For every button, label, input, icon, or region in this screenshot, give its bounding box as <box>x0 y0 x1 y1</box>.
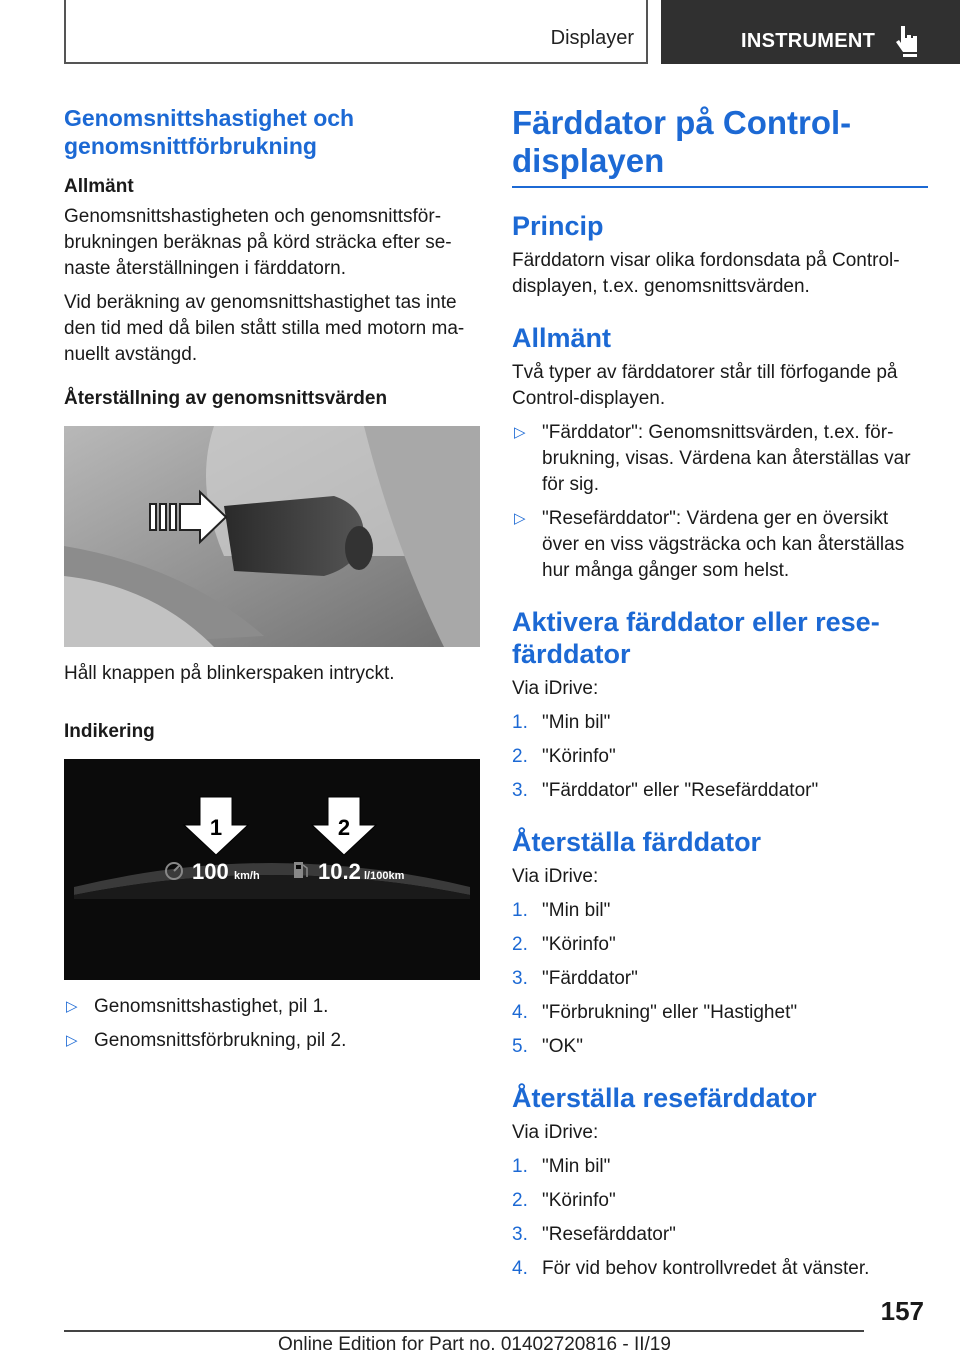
reset-subheading: Återställning av genomsnittsvärden <box>64 388 388 409</box>
activate-heading: Aktivera färddator eller resefärddator <box>512 607 880 669</box>
list-item: 3. "Färddator" eller "Resefärddator" <box>512 780 819 801</box>
right-title: Färddator på Control-displayen <box>512 104 928 188</box>
turn-signal-lever-image <box>64 426 480 647</box>
general-subheading: Allmänt <box>64 176 134 197</box>
general-paragraph: Två typer av färddatorer står till förfogande på Control-displayen. <box>512 362 898 409</box>
header-section-title: Displayer <box>550 27 634 49</box>
reset-trip-via: Via iDrive: <box>512 1122 599 1143</box>
header-chapter-label: INSTRUMENT <box>741 30 876 52</box>
indication-subheading: Indikering <box>64 721 155 742</box>
header-section-box <box>64 0 648 64</box>
activate-steps <box>512 710 928 804</box>
list-item: ▷ "Färddator": Genomsnittsvärden, t.ex. förbrukning, visas. Värdena kan återställas var för sig. <box>514 422 911 495</box>
instrument-cluster-display-image <box>64 759 480 980</box>
list-item: 3. "Resefärddator" <box>512 1224 676 1245</box>
general-paragraph-1: Genomsnittshastigheten och genomsnittsförbrukningen beräknas på körd sträcka efter senaste återställningen i färddatorn. <box>64 206 452 279</box>
reset-steps <box>512 898 928 1060</box>
hand-pointer-icon <box>893 24 921 58</box>
speed-unit: km/h <box>234 870 260 882</box>
list-item: 2. "Körinfo" <box>512 746 616 767</box>
list-item: 1. "Min bil" <box>512 1156 611 1177</box>
general-heading: Allmänt <box>512 323 612 353</box>
activate-via: Via iDrive: <box>512 678 599 699</box>
footer-divider <box>64 1330 864 1332</box>
general-list <box>512 420 928 584</box>
consumption-unit: l/100km <box>364 870 405 882</box>
footer-edition: Online Edition for Part no. 01402720816 - II/19 <box>278 1334 671 1355</box>
list-item: ▷ Genomsnittshastighet, pil 1. <box>64 994 480 1020</box>
general-paragraph-2: Vid beräkning av genomsnittshastighet tas inte den tid med då bilen stått stilla med motorn manuellt avstängd. <box>64 292 465 365</box>
list-item: 5. "OK" <box>512 1036 583 1057</box>
principle-paragraph: Färddatorn visar olika fordonsdata på Control-displayen, t.ex. genomsnittsvärden. <box>512 250 900 297</box>
list-item: 4. För vid behov kontrollvredet åt vänster. <box>512 1258 870 1279</box>
arrow-2-label: 2 <box>337 815 351 840</box>
triangle-bullet-icon: ▷ <box>514 424 526 441</box>
list-item: 1. "Min bil" <box>512 712 611 733</box>
list-item: 3. "Färddator" <box>512 968 638 989</box>
list-item: ▷ Genomsnittsförbrukning, pil 2. <box>64 1028 480 1054</box>
list-item: ▷ "Resefärddator": Värdena ger en översikt över en viss vägsträcka och kan återställas hur många gånger som helst. <box>514 508 905 581</box>
triangle-bullet-icon: ▷ <box>66 998 78 1015</box>
list-item: 1. "Min bil" <box>512 900 611 921</box>
left-column <box>64 104 480 1064</box>
list-item: 4. "Förbrukning" eller "Hastighet" <box>512 1002 798 1023</box>
header-chapter-tab <box>661 0 960 64</box>
page-number: 157 <box>880 1296 924 1326</box>
list-item: 2. "Körinfo" <box>512 934 616 955</box>
reset-trip-heading: Återställa resefärddator <box>512 1083 817 1113</box>
list-item: 2. "Körinfo" <box>512 1190 616 1211</box>
reset-via: Via iDrive: <box>512 866 599 887</box>
indication-list <box>64 994 480 1054</box>
speed-value: 100 <box>192 859 229 884</box>
triangle-bullet-icon: ▷ <box>514 510 526 527</box>
reset-heading: Återställa färddator <box>512 827 762 857</box>
triangle-bullet-icon: ▷ <box>66 1032 78 1049</box>
right-column <box>512 104 928 1292</box>
reset-trip-steps <box>512 1154 928 1282</box>
principle-heading: Princip <box>512 211 604 241</box>
consumption-value: 10.2 <box>318 859 361 884</box>
arrow-1-label: 1 <box>209 815 223 840</box>
left-heading: Genomsnittshastighet och genomsnittförbrukning <box>64 105 355 159</box>
reset-caption: Håll knappen på blinkerspaken intryckt. <box>64 663 395 684</box>
